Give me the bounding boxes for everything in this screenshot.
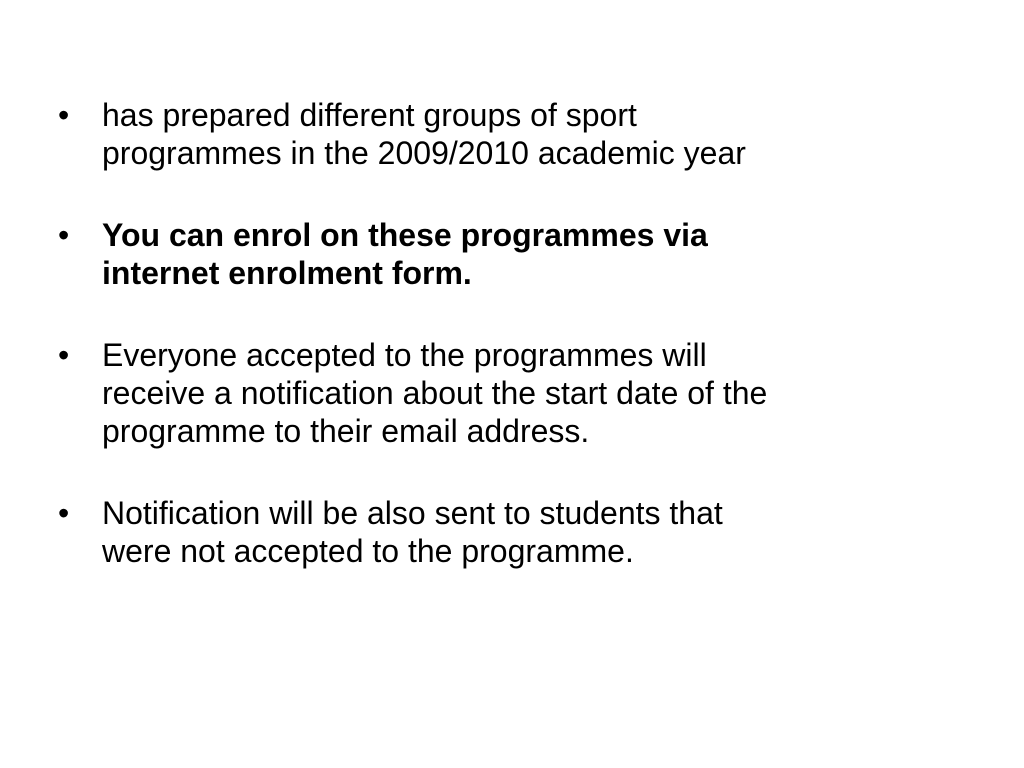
bullet-text: has prepared different groups of sport programmes in the 2009/2010 academic year [102, 97, 746, 171]
bullet-text: Everyone accepted to the programmes will receive a notification about the start date of the programme to their email address. [102, 337, 768, 449]
bullet-icon: • [58, 97, 70, 133]
bullet-item-rejection-notification [58, 494, 958, 570]
bullet-icon: • [58, 337, 70, 373]
bullet-item-enrolment [58, 216, 958, 292]
bullet-item-acceptance-notification [58, 336, 958, 450]
bullet-item-programmes-prepared [58, 96, 958, 172]
bullet-text: Notification will be also sent to students that were not accepted to the programme. [102, 495, 723, 569]
bullet-list [58, 96, 958, 614]
bullet-icon: • [58, 217, 70, 253]
bullet-icon: • [58, 495, 70, 531]
bullet-text: You can enrol on these programmes via internet enrolment form. [102, 217, 708, 291]
